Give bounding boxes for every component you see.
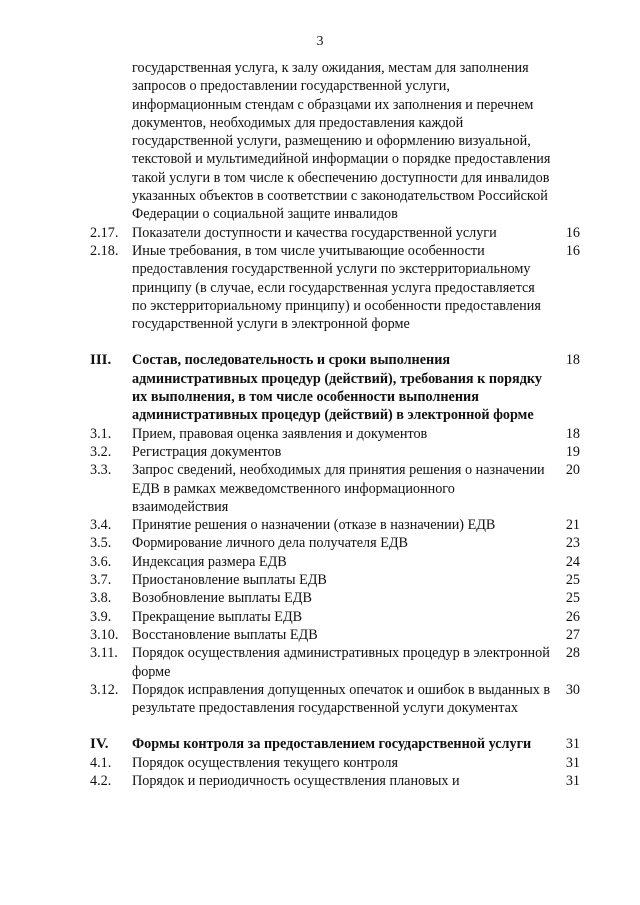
toc-entry-text: Прекращение выплаты ЕДВ (132, 608, 303, 625)
toc-entry-page: 19 (565, 443, 580, 460)
toc-entry-page: 20 (565, 462, 580, 479)
toc-entry (0, 553, 640, 571)
toc-entry-page: 31 (565, 754, 580, 771)
toc-entry-number: 4.1. (90, 754, 112, 771)
toc-entry-page: 18 (565, 352, 580, 369)
toc-entry-number: 2.17. (90, 224, 119, 241)
toc-section-heading (0, 351, 640, 424)
toc-entry-number: 3.1. (90, 425, 112, 442)
toc-entry-page: 31 (565, 772, 580, 789)
toc-entry-number: 2.18. (90, 242, 119, 259)
toc-entry (0, 425, 640, 443)
toc-section-number: IV. (90, 736, 109, 753)
toc-entry-page: 18 (565, 425, 580, 442)
toc-entry (0, 443, 640, 461)
toc-entry-number: 3.10. (90, 626, 119, 643)
toc-section-heading (0, 735, 640, 753)
toc-entry-text: Порядок и периодичность осуществления плановых и (132, 772, 460, 789)
toc-entry-number: 3.3. (90, 462, 112, 479)
toc-entry-text: Порядок осуществления текущего контроля (132, 754, 399, 771)
toc-entry (0, 754, 640, 772)
toc-entry-number: 3.11. (90, 645, 118, 662)
toc-entry-text: Индексация размера ЕДВ (132, 553, 287, 570)
toc-entry (0, 608, 640, 626)
page-number: 3 (316, 34, 324, 49)
toc-entry (0, 242, 640, 333)
toc-section-title: Состав, последовательность и сроки выполнения административных процедур (действий), требования к порядку их выполнения, в том числе особенности выполнения административных процедур (действий) в электронной форме (132, 352, 542, 424)
toc-entry (0, 461, 640, 516)
toc-continuation (0, 59, 640, 224)
toc-entry-page: 31 (565, 736, 580, 753)
toc-entry-page: 25 (565, 590, 580, 607)
toc-entry-text: Регистрация документов (132, 443, 282, 460)
toc-entry-page: 16 (565, 242, 580, 259)
toc-entry-page: 24 (565, 553, 580, 570)
toc-entry-text: Запрос сведений, необходимых для принятия решения о назначении ЕДВ в рамках межведомственного информационного взаимодействия (132, 462, 545, 515)
toc-entry-text: Иные требования, в том числе учитывающие особенности предоставления государственной услуги по экстерриториальному принципу (в случае, если государственная услуга предоставляется по экстерриториальному принципу) и особенности предоставления государственной услуги в электронной форме (132, 242, 541, 333)
table-of-contents (0, 59, 640, 790)
toc-entry-number: 3.12. (90, 681, 119, 698)
toc-entry (0, 224, 640, 242)
toc-entry-text: Принятие решения о назначении (отказе в назначении) ЕДВ (132, 517, 496, 534)
toc-entry-number: 3.8. (90, 590, 112, 607)
toc-entry (0, 644, 640, 681)
toc-entry (0, 516, 640, 534)
toc-entry-page: 30 (565, 681, 580, 698)
toc-entry-text: Возобновление выплаты ЕДВ (132, 590, 312, 607)
toc-entry-number: 3.9. (90, 608, 112, 625)
toc-entry (0, 534, 640, 552)
toc-entry-number: 3.2. (90, 443, 112, 460)
toc-entry (0, 681, 640, 718)
toc-entry (0, 571, 640, 589)
toc-entry-page: 23 (565, 535, 580, 552)
toc-entry-text: Прием, правовая оценка заявления и документов (132, 425, 428, 442)
toc-entry-number: 3.5. (90, 535, 112, 552)
toc-entry-text: государственная услуга, к залу ожидания, местам для заполнения запросов о предоставлении государственной услуги, информационным стендам с образцами их заполнения и перечнем документов, необходимых для предоставления каждой государственной услуги, размещению и оформлению визуальной, текстовой и мультимедийной информации о порядке предоставления такой услуги в том числе к обеспечению доступности для инвалидов указанных объектов в соответствии с законодательством Российской Федерации о социальной защите инвалидов (132, 60, 551, 223)
toc-entry (0, 772, 640, 790)
toc-entry (0, 589, 640, 607)
toc-entry-page: 25 (565, 572, 580, 589)
toc-entry-page: 16 (565, 224, 580, 241)
toc-entry-page: 26 (565, 608, 580, 625)
toc-entry-text: Восстановление выплаты ЕДВ (132, 626, 318, 643)
toc-entry-text: Приостановление выплаты ЕДВ (132, 572, 327, 589)
toc-entry-text: Показатели доступности и качества государственной услуги (132, 224, 497, 241)
toc-entry-number: 4.2. (90, 772, 112, 789)
toc-entry-text: Порядок осуществления административных процедур в электронной форме (132, 645, 550, 680)
toc-entry-page: 27 (565, 626, 580, 643)
toc-entry-text: Порядок исправления допущенных опечаток и ошибок в выданных в результате предоставления государственной услуги документах (132, 681, 551, 717)
toc-entry-number: 3.7. (90, 572, 112, 589)
toc-entry-page: 21 (565, 517, 580, 534)
toc-entry (0, 626, 640, 644)
toc-entry-text: Формирование личного дела получателя ЕДВ (132, 535, 409, 552)
toc-section-number: III. (90, 352, 112, 369)
toc-entry-page: 28 (565, 645, 580, 662)
toc-entry-number: 3.6. (90, 553, 112, 570)
toc-entry-number: 3.4. (90, 517, 112, 534)
toc-section-title: Формы контроля за предоставлением государственной услуги (132, 736, 532, 753)
